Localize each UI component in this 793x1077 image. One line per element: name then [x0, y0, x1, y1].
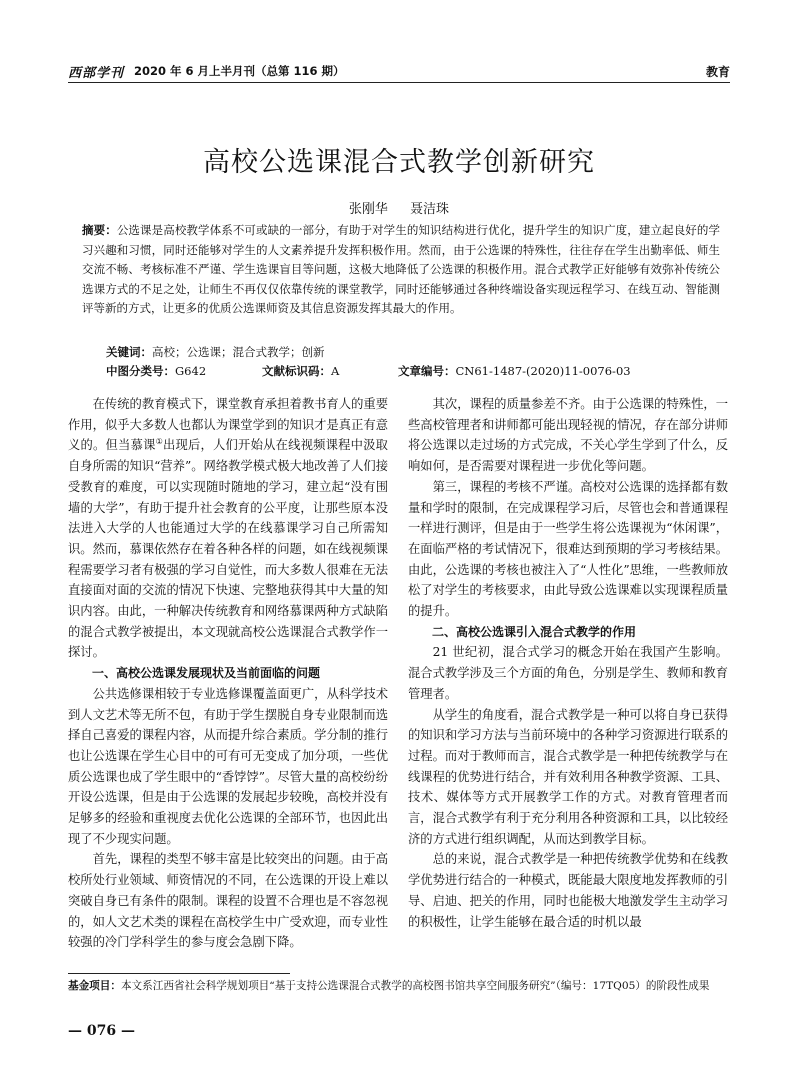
abstract-text: 公选课是高校教学体系不可或缺的一部分，有助于对学生的知识结构进行优化，提升学生的知识广度，建立起良好的学习兴趣和习惯，同时还能够对学生的人文素养提升发挥积极作用。然而，由于公选课的特殊性，往往存在学生出勤率低、师生交流不畅、考核标准不严谨、学生选课盲目等问题，这极大地降低了公选课的积极作用。混合式教学正好能够有效弥补传统公选课方式的不足之处，让师生不再仅仅依靠传统的课堂教学，同时还能够通过各种终端设备实现远程学习、在线互动、智能测评等新的方式，让更多的优质公选课师资及其信息资源发挥其最大的作用。: [82, 223, 721, 315]
keywords-text: 高校；公选课；混合式教学；创新: [152, 345, 325, 359]
article-no-value: CN61-1487-(2020)11-0076-03: [455, 364, 631, 378]
paragraph: 公共选修课相较于专业选修课覆盖面更广，从科学技术到人文艺术等无所不包，有助于学生摆脱自身专业限制而选择自己喜爱的课程内容，从而提升综合素质。学分制的推行也让公选课在学生心目中的可有可无变成了加分项，一些优质公选课也成了学生眼中的“香饽饽”。尽管大量的高校纷纷开设公选课，但是由于公选课的发展起步较晚，高校并没有足够多的经验和重视度去优化公选课的全部环节，也因此出现了不少现实问题。: [68, 686, 388, 846]
header-rule: [68, 82, 730, 83]
footnote-label: 基金项目：: [68, 980, 121, 992]
paragraph-text: 出现后，人们开始从在线视频课程中汲取自身所需的知识“营养”。网络教学模式极大地改善了人们接受教育的难度，可以实现随时随地的学习，建立起“没有围墙的大学”，有助于提升社会教育的公平度，让那些原本没法进入大学的人也能通过大学的在线慕课学习自己所需知识。然而，慕课依然存在着各种各样的问题，如在线视频课程需要学习者有极强的学习自觉性，而大多数人很难在无法直接面对面的交流的情况下快速、完整地获得其中大量的知识内容。由此，一种解决传统教育和网络慕课两种方式缺陷的混合式教学被提出，本文现就高校公选课混合式教学作一探讨。: [68, 438, 388, 660]
page-number: — 076 —: [68, 1023, 135, 1039]
paragraph: 第三，课程的考核不严谨。高校对公选课的选择都有数量和学时的限制，在完成课程学习后，尽管也会和普通课程一样进行测评，但是由于一些学生将公选课视为“休闲课”，在面临严格的考试情况下，很难达到预期的学习考核结果。由此，公选课的考核也被注入了“人性化”思维，一些教师放松了对学生的考核要求，由此导致公选课难以实现课程质量的提升。: [408, 479, 728, 619]
article-number: [398, 363, 631, 379]
article-title: 高校公选课混合式教学创新研究: [203, 147, 595, 178]
body-column-right: [408, 394, 728, 932]
clc-value: G642: [175, 364, 207, 378]
clc-label: 中图分类号：: [106, 364, 175, 378]
keywords: [106, 344, 325, 360]
doc-code-value: A: [331, 364, 340, 378]
section-heading: 二、高校公选课引入混合式教学的作用: [432, 624, 637, 639]
paragraph: 从学生的角度看，混合式教学是一种可以将自身已获得的知识和学习方法与当前环境中的各种学习资源进行联系的过程。而对于教师而言，混合式教学是一种把传统教学与在线课程的优势进行结合，并有效利用各种教学资源、工具、技术、媒体等方式开展教学工作的方式。对教育管理者而言，混合式教学有利于充分利用各种资源和工具，以比较经济的方式进行组织调配，从而达到教学目标。: [408, 707, 728, 846]
body-column-left: [68, 394, 388, 953]
footnote-marker: ①: [155, 437, 163, 447]
running-header: [68, 62, 730, 82]
paragraph: [68, 394, 388, 663]
paragraph-text: 在传统的教育模式下，课堂教育承担着教书育人的重要作用，似乎大多数人也都认为课堂学到的知识才是真正有意义的。但当慕课: [68, 397, 388, 453]
keywords-label: 关键词：: [106, 345, 152, 359]
abstract: [82, 221, 720, 319]
clc-number: [106, 363, 206, 379]
footnote-rule: [68, 973, 290, 974]
section-tag: 教育: [705, 65, 730, 79]
document-code: [262, 363, 339, 379]
article-no-label: 文章编号：: [398, 364, 456, 378]
paragraph: 其次，课程的质量参差不齐。由于公选课的特殊性，一些高校管理者和讲师都可能出现轻视的情况，存在部分讲师将公选课以走过场的方式完成，不关心学生学到了什么，反响如何，是否需要对课程进一步优化等问题。: [408, 397, 728, 474]
paragraph: 首先，课程的类型不够丰富是比较突出的问题。由于高校所处行业领域、师资情况的不同，在公选课的开设上难以突破自身已有条件的限制。课程的设置不合理也是不容忽视的，如人文艺术类的课程在高校学生中广受欢迎，而专业性较强的冷门学科学生的参与度会急剧下降。: [68, 852, 388, 950]
paragraph: 21 世纪初，混合式学习的概念开始在我国产生影响。混合式教学涉及三个方面的角色，分别是学生、教师和教育管理者。: [408, 645, 728, 701]
abstract-label: 摘要：: [82, 223, 117, 237]
issue-info: 2020 年 6 月上半月刊（总第 116 期）: [134, 64, 345, 78]
doc-code-label: 文献标识码：: [262, 364, 331, 378]
footnote-text: 本文系江西省社会科学规划项目“基于支持公选课混合式教学的高校图书馆共享空间服务研究”（编号：17TQ05）的阶段性成果: [120, 980, 710, 992]
section-heading: 一、高校公选课发展现状及当前面临的问题: [92, 666, 321, 681]
footnote: [68, 979, 730, 995]
paragraph: 总的来说，混合式教学是一种把传统教学优势和在线教学优势进行结合的一种模式，既能最大限度地发挥教师的引导、启迪、把关的作用，同时也能极大地激发学生主动学习的积极性，让学生能够在最合适的时机以最: [408, 852, 728, 929]
journal-logo: 西部学刊: [68, 66, 125, 81]
authors: 张刚华 聂洁珠: [348, 202, 450, 217]
